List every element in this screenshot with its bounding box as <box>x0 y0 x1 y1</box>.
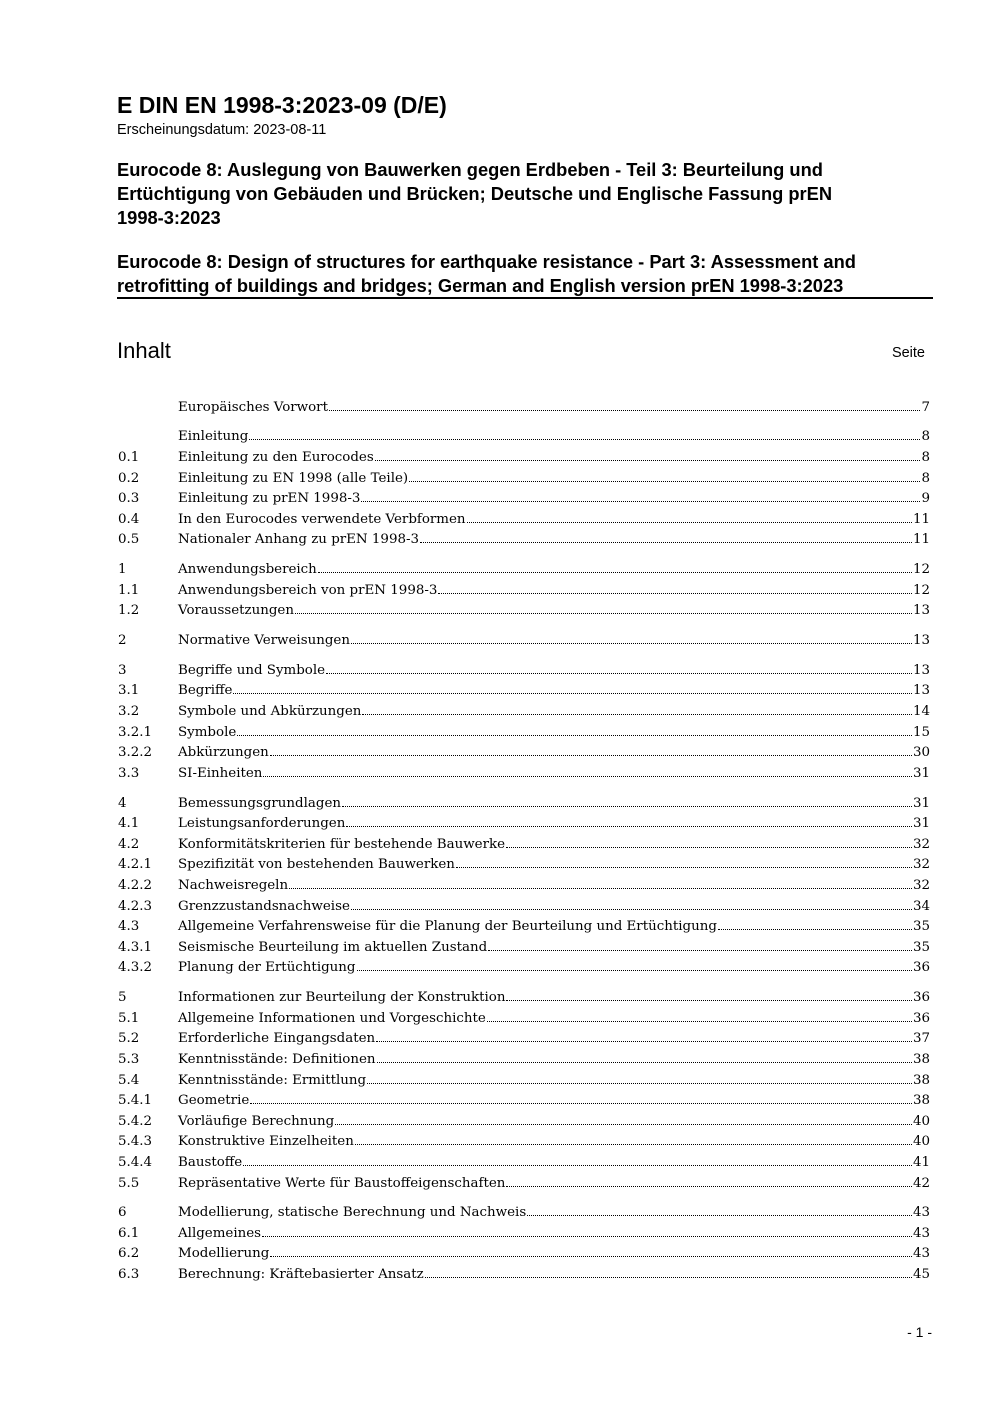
toc-entry-title: Konstruktive Einzelheiten <box>178 1134 354 1150</box>
toc-entry[interactable] <box>118 486 930 507</box>
toc-entry-title: Planung der Ertüchtigung <box>178 960 356 976</box>
toc-entry-number: 4.2.2 <box>118 878 153 893</box>
toc-dot-leader <box>376 1041 912 1042</box>
toc-entry-title: Nachweisregeln <box>178 878 289 893</box>
toc-entry-number: 4.2 <box>118 836 140 852</box>
title-german-line: Ertüchtigung von Gebäuden und Brücken; Deutsche und Englische Fassung prEN <box>117 183 833 204</box>
toc-entry[interactable] <box>118 811 930 832</box>
toc-entry-title: Geometrie <box>178 1093 250 1109</box>
toc-entry-title: Leistungsanforderungen <box>178 816 346 832</box>
toc-dot-leader <box>249 439 920 440</box>
toc-entry-number: 3.2 <box>118 704 140 720</box>
title-german-line: 1998-3:2023 <box>117 207 221 228</box>
toc-entry[interactable] <box>118 1108 930 1129</box>
toc-entry[interactable] <box>118 934 930 955</box>
title-english-line: Eurocode 8: Design of structures for earthquake resistance - Part 3: Assessment and <box>117 251 856 272</box>
publication-date: Erscheinungsdatum: 2023-08-11 <box>117 122 327 138</box>
toc-entry-title: Nationaler Anhang zu prEN 1998-3 <box>178 532 420 548</box>
toc-entry-title: Vorläufige Berechnung <box>178 1113 335 1129</box>
toc-entry-title: Allgemeine Informationen und Vorgeschichte <box>178 1010 486 1026</box>
toc-entry[interactable] <box>118 557 930 578</box>
toc-dot-leader <box>456 867 912 868</box>
toc-entry-number: 4.2.3 <box>118 898 153 914</box>
toc-entry-number: 5.4.1 <box>118 1093 153 1109</box>
title-divider <box>117 297 933 299</box>
toc-dot-leader <box>237 735 912 736</box>
toc-dot-leader <box>362 714 912 715</box>
toc-entry-number: 0.1 <box>118 449 140 465</box>
toc-entry-title: SI-Einheiten <box>178 765 263 781</box>
toc-entry-number: 5.4 <box>118 1072 140 1088</box>
toc-dot-leader <box>329 410 921 411</box>
toc-entry[interactable] <box>118 628 930 649</box>
toc-dot-leader <box>270 1256 912 1257</box>
toc-entry[interactable] <box>118 506 930 527</box>
toc-entry-page: 13 <box>912 683 930 699</box>
toc-entry-title: Einleitung zu prEN 1998-3 <box>178 491 361 507</box>
toc-entry-page: 32 <box>912 878 930 893</box>
toc-entry-page: 32 <box>912 857 930 873</box>
toc-entry-title: Einleitung zu den Eurocodes <box>178 449 374 465</box>
toc-entry-title: Allgemeine Verfahrensweise für die Planung der Beurteilung und Ertüchtigung <box>178 919 717 935</box>
toc-entry-number: 4.3.1 <box>118 939 153 955</box>
toc-entry[interactable] <box>118 1149 930 1170</box>
toc-dot-leader <box>438 593 912 594</box>
toc-entry[interactable] <box>118 985 930 1006</box>
page-number: - 1 - <box>907 1324 932 1340</box>
toc-entry-title: Modellierung <box>178 1246 270 1262</box>
toc-entry-number: 4.3 <box>118 919 140 935</box>
toc-entry-page: 40 <box>912 1134 930 1150</box>
toc-entry[interactable] <box>118 657 930 678</box>
toc-entry-number: 5.2 <box>118 1031 140 1047</box>
toc-dot-leader <box>487 1021 912 1022</box>
toc-entry[interactable] <box>118 678 930 699</box>
toc-entry[interactable] <box>118 1220 930 1241</box>
toc-dot-leader <box>506 1186 912 1187</box>
toc-entry-title: Einleitung <box>178 429 249 445</box>
toc-entry-page: 8 <box>921 429 930 445</box>
toc-dot-leader <box>357 970 912 971</box>
toc-entry-title: Allgemeines <box>178 1225 262 1241</box>
toc-entry[interactable] <box>118 577 930 598</box>
toc-entry-title: Symbole <box>178 724 237 740</box>
toc-entry-number: 0.3 <box>118 491 140 507</box>
toc-entry-number: 4.1 <box>118 816 140 832</box>
toc-entry-title: Anwendungsbereich von prEN 1998-3 <box>178 582 438 598</box>
toc-entry-number: 5.4.4 <box>118 1154 153 1170</box>
toc-entry-number: 5.4.2 <box>118 1113 153 1129</box>
toc-entry-number: 4 <box>118 795 127 811</box>
toc-dot-leader <box>351 909 912 910</box>
toc-entry-page: 38 <box>912 1072 930 1088</box>
toc-entry-page: 31 <box>912 765 930 781</box>
toc-entry-title: Kenntnisstände: Ermittlung <box>178 1072 367 1088</box>
toc-entry-page: 42 <box>912 1175 930 1191</box>
toc-entry-page: 7 <box>921 399 930 415</box>
toc-entry-number: 3.3 <box>118 765 140 781</box>
toc-entry-page: 43 <box>912 1205 930 1221</box>
toc-entry-number: 6.3 <box>118 1267 140 1283</box>
toc-dot-leader <box>270 755 912 756</box>
toc-dot-leader <box>346 826 912 827</box>
toc-entry[interactable] <box>118 1005 930 1026</box>
toc-entry[interactable] <box>118 719 930 740</box>
toc-entry-title: Grenzzustandsnachweise <box>178 898 350 914</box>
toc-entry-number: 0.2 <box>118 470 140 486</box>
toc-entry-title: Modellierung, statische Berechnung und Nachweis <box>178 1205 527 1221</box>
toc-entry-number: 6 <box>118 1205 127 1221</box>
toc-dot-leader <box>250 1103 912 1104</box>
toc-dot-leader <box>243 1165 912 1166</box>
toc-entry[interactable] <box>118 831 930 852</box>
toc-entry[interactable] <box>118 1261 930 1282</box>
toc-entry-page: 34 <box>912 898 930 914</box>
toc-entry-number: 4.3.2 <box>118 960 153 976</box>
toc-entry-number: 2 <box>118 633 127 649</box>
toc-entry-page: 9 <box>921 491 930 507</box>
toc-entry-page: 31 <box>912 795 930 811</box>
toc-entry[interactable] <box>118 1129 930 1150</box>
toc-dot-leader <box>289 888 912 889</box>
toc-entry[interactable] <box>118 760 930 781</box>
toc-entry-number: 1.2 <box>118 603 140 619</box>
toc-dot-leader <box>420 542 912 543</box>
toc-dot-leader <box>506 1000 911 1001</box>
title-german <box>117 158 917 230</box>
toc-entry[interactable] <box>118 1170 930 1191</box>
toc-entry-title: Begriffe <box>178 683 233 699</box>
toc-entry-number: 5.1 <box>118 1010 140 1026</box>
toc-dot-leader <box>718 929 912 930</box>
toc-entry-title: Spezifizität von bestehenden Bauwerken <box>178 857 455 873</box>
toc-entry[interactable] <box>118 1046 930 1067</box>
toc-dot-leader <box>335 1124 912 1125</box>
toc-entry-title: Repräsentative Werte für Baustoffeigenschaften <box>178 1175 506 1191</box>
toc-entry-number: 5.5 <box>118 1175 140 1191</box>
toc-entry-title: Erforderliche Eingangsdaten <box>178 1031 376 1047</box>
toc-entry-page: 36 <box>912 1010 930 1026</box>
toc-entry-number: 3.2.1 <box>118 724 153 740</box>
toc-entry-title: Voraussetzungen <box>178 603 294 619</box>
toc-entry-title: Begriffe und Symbole <box>178 662 326 678</box>
table-of-contents <box>118 394 930 1282</box>
toc-entry-number: 6.2 <box>118 1246 140 1262</box>
toc-entry[interactable] <box>118 955 930 976</box>
toc-entry-page: 38 <box>912 1093 930 1109</box>
toc-entry[interactable] <box>118 1241 930 1262</box>
toc-entry[interactable] <box>118 893 930 914</box>
toc-heading: Inhalt <box>117 338 171 363</box>
toc-entry-page: 43 <box>912 1225 930 1241</box>
toc-entry-page: 45 <box>912 1267 930 1283</box>
toc-entry-page: 12 <box>912 582 930 598</box>
toc-dot-leader <box>263 776 912 777</box>
toc-entry-page: 8 <box>921 470 930 486</box>
toc-entry-number: 4.2.1 <box>118 857 153 873</box>
toc-entry-title: Baustoffe <box>178 1154 243 1170</box>
toc-entry-title: In den Eurocodes verwendete Verbformen <box>178 511 466 527</box>
toc-dot-leader <box>527 1215 912 1216</box>
toc-entry[interactable] <box>118 698 930 719</box>
toc-entry[interactable] <box>118 872 930 893</box>
toc-entry-title: Einleitung zu EN 1998 (alle Teile) <box>178 470 409 486</box>
toc-entry-page: 32 <box>912 836 930 852</box>
toc-entry[interactable] <box>118 598 930 619</box>
toc-entry-number: 3.1 <box>118 683 140 699</box>
toc-dot-leader <box>233 693 911 694</box>
toc-entry-page: 35 <box>912 919 930 935</box>
toc-entry-page: 37 <box>912 1031 930 1047</box>
title-english-line: retrofitting of buildings and bridges; German and English version prEN 1998-3:2023 <box>117 275 844 296</box>
toc-entry-number: 1.1 <box>118 582 140 598</box>
toc-entry[interactable] <box>118 465 930 486</box>
toc-dot-leader <box>326 673 912 674</box>
toc-entry[interactable] <box>118 852 930 873</box>
toc-entry-number: 0.4 <box>118 511 140 527</box>
toc-dot-leader <box>377 1062 912 1063</box>
toc-entry-page: 31 <box>912 816 930 832</box>
toc-entry-page: 40 <box>912 1113 930 1129</box>
title-english <box>117 250 931 298</box>
toc-entry[interactable] <box>118 1026 930 1047</box>
toc-entry-number: 3.2.2 <box>118 745 153 761</box>
toc-entry[interactable] <box>118 914 930 935</box>
toc-entry-page: 8 <box>921 449 930 465</box>
toc-entry-page: 12 <box>912 562 930 578</box>
toc-dot-leader <box>355 1144 912 1145</box>
toc-entry-page: 43 <box>912 1246 930 1262</box>
toc-entry[interactable] <box>118 444 930 465</box>
toc-dot-leader <box>262 1236 912 1237</box>
toc-entry-title: Abkürzungen <box>178 745 269 761</box>
toc-entry-page: 36 <box>912 960 930 976</box>
toc-entry-title: Informationen zur Beurteilung der Konstruktion <box>178 990 506 1006</box>
toc-entry-page: 15 <box>912 724 930 740</box>
toc-entry-title: Berechnung: Kräftebasierter Ansatz <box>178 1267 424 1283</box>
toc-entry-page: 11 <box>912 532 930 548</box>
toc-entry-page: 13 <box>912 662 930 678</box>
toc-entry-title: Seismische Beurteilung im aktuellen Zustand <box>178 939 488 955</box>
toc-dot-leader <box>488 950 912 951</box>
toc-dot-leader <box>367 1083 912 1084</box>
toc-entry-page: 35 <box>912 939 930 955</box>
toc-entry-number: 5.4.3 <box>118 1134 153 1150</box>
toc-entry-page: 36 <box>912 990 930 1006</box>
document-id: E DIN EN 1998-3:2023-09 (D/E) <box>117 92 447 118</box>
toc-entry-number: 3 <box>118 662 127 678</box>
toc-dot-leader <box>318 572 912 573</box>
toc-dot-leader <box>295 613 912 614</box>
toc-entry-page: 13 <box>912 603 930 619</box>
toc-entry-number: 5 <box>118 990 127 1006</box>
title-german-line: Eurocode 8: Auslegung von Bauwerken gegen Erdbeben - Teil 3: Beurteilung und <box>117 159 823 180</box>
toc-entry[interactable] <box>118 394 930 415</box>
toc-entry-page: 11 <box>912 511 930 527</box>
toc-entry-page: 38 <box>912 1051 930 1067</box>
toc-entry[interactable] <box>118 790 930 811</box>
toc-entry-page: 30 <box>912 745 930 761</box>
toc-entry-number: 5.3 <box>118 1051 140 1067</box>
toc-entry[interactable] <box>118 424 930 445</box>
toc-entry-page: 14 <box>912 704 930 720</box>
toc-entry-page: 13 <box>912 633 930 649</box>
toc-entry-title: Kenntnisstände: Definitionen <box>178 1051 376 1067</box>
toc-dot-leader <box>375 460 921 461</box>
toc-dot-leader <box>361 501 920 502</box>
toc-dot-leader <box>409 481 920 482</box>
toc-entry[interactable] <box>118 1067 930 1088</box>
toc-dot-leader <box>425 1277 912 1278</box>
toc-entry-page: 41 <box>912 1154 930 1170</box>
toc-entry[interactable] <box>118 527 930 548</box>
toc-entry-number: 0.5 <box>118 532 140 548</box>
toc-dot-leader <box>351 643 912 644</box>
toc-entry-title: Bemessungsgrundlagen <box>178 795 342 811</box>
toc-dot-leader <box>506 847 912 848</box>
toc-entry-title: Anwendungsbereich <box>178 562 317 578</box>
toc-entry-title: Symbole und Abkürzungen <box>178 704 362 720</box>
toc-entry-title: Normative Verweisungen <box>178 633 350 649</box>
toc-entry-number: 6.1 <box>118 1225 140 1241</box>
toc-entry[interactable] <box>118 740 930 761</box>
toc-entry[interactable] <box>118 1088 930 1109</box>
toc-entry-title: Europäisches Vorwort <box>178 399 328 415</box>
toc-dot-leader <box>342 806 912 807</box>
toc-entry-number: 1 <box>118 562 127 578</box>
toc-page-column-label: Seite <box>891 345 925 361</box>
toc-entry[interactable] <box>118 1200 930 1221</box>
toc-dot-leader <box>467 522 912 523</box>
toc-entry-title: Konformitätskriterien für bestehende Bauwerke <box>178 836 506 852</box>
